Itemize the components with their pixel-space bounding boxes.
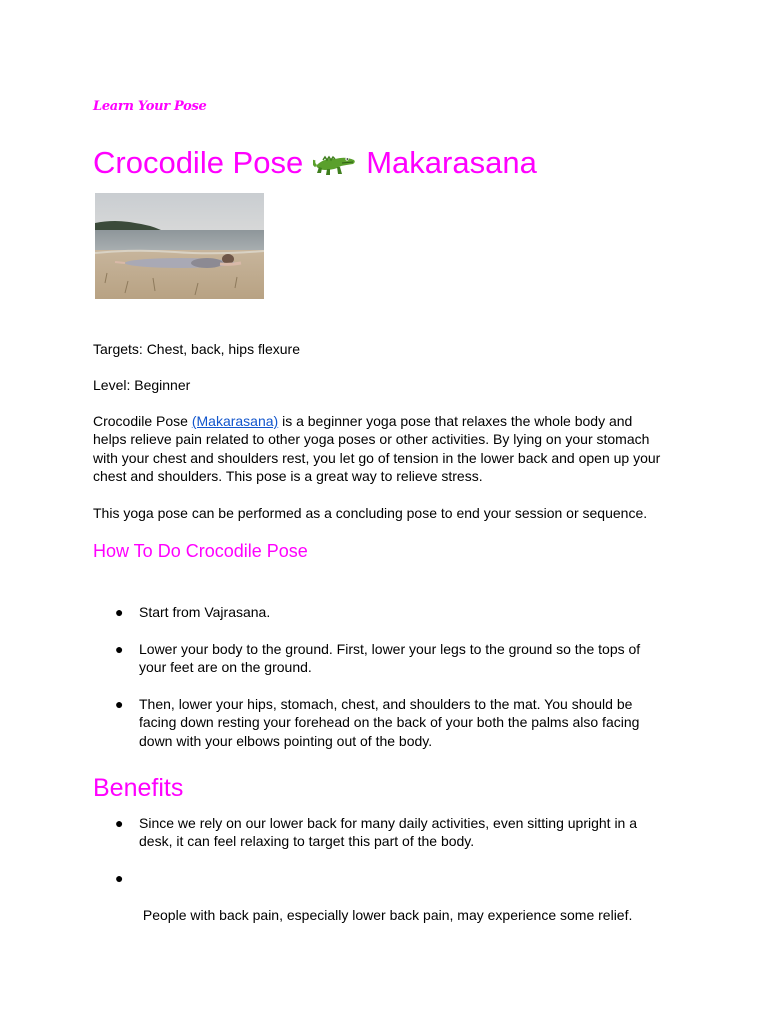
- bullet-icon: ●: [115, 641, 124, 657]
- bullet-icon: ●: [115, 870, 124, 886]
- step-line: your feet are on the ground.: [139, 659, 312, 676]
- title-text: Crocodile Pose: [93, 145, 304, 180]
- intro-line-1: [93, 412, 673, 430]
- title-text-sanskrit: Makarasana: [366, 145, 537, 180]
- intro-line-2: helps relieve pain related to other yoga poses or other activities. By lying on your stomach: [93, 431, 650, 448]
- step-line: facing down resting your forehead on the back of your both the palms also facing: [139, 714, 640, 731]
- level-text: Level: Beginner: [93, 377, 191, 393]
- bullet-icon: ●: [115, 696, 124, 712]
- targets-text: Targets: Chest, back, hips flexure: [93, 341, 300, 357]
- benefit-line: Since we rely on our lower back for many daily activities, even sitting upright in a: [139, 815, 638, 831]
- benefit-line: desk, it can feel relaxing to target this part of the body.: [139, 833, 475, 850]
- how-to-heading: How To Do Crocodile Pose: [93, 541, 308, 561]
- benefits-heading: Benefits: [93, 774, 184, 802]
- intro-line-4: chest and shoulders. This pose is a great way to relieve stress.: [93, 468, 483, 485]
- step-line: Start from Vajrasana.: [139, 604, 271, 620]
- step-line: Then, lower your hips, stomach, chest, and shoulders to the mat. You should be: [139, 696, 633, 712]
- intro-line-1-rest: is a beginner yoga pose that relaxes the whole body and: [278, 413, 633, 429]
- yoga-photo: [95, 193, 264, 299]
- intro-line-3: with your chest and shoulders rest, you let go of tension in the lower back and open up your: [93, 449, 661, 466]
- concluding-paragraph: This yoga pose can be performed as a concluding pose to end your session or sequence.: [93, 505, 648, 521]
- bullet-icon: ●: [115, 815, 124, 831]
- intro-lead: Crocodile Pose: [93, 413, 192, 429]
- step-line: Lower your body to the ground. First, lower your legs to the ground so the tops of: [139, 641, 641, 657]
- page-title: [93, 145, 537, 181]
- benefit-line: People with back pain, especially lower back pain, may experience some relief.: [139, 906, 633, 923]
- kicker-label: Learn Your Pose: [93, 99, 207, 114]
- makarasana-link[interactable]: (Makarasana): [191, 413, 279, 429]
- intro-paragraph: [93, 412, 673, 486]
- bullet-icon: ●: [115, 604, 124, 620]
- step-line: down with your elbows pointing out of the body.: [139, 732, 433, 749]
- crocodile-icon: [313, 146, 357, 180]
